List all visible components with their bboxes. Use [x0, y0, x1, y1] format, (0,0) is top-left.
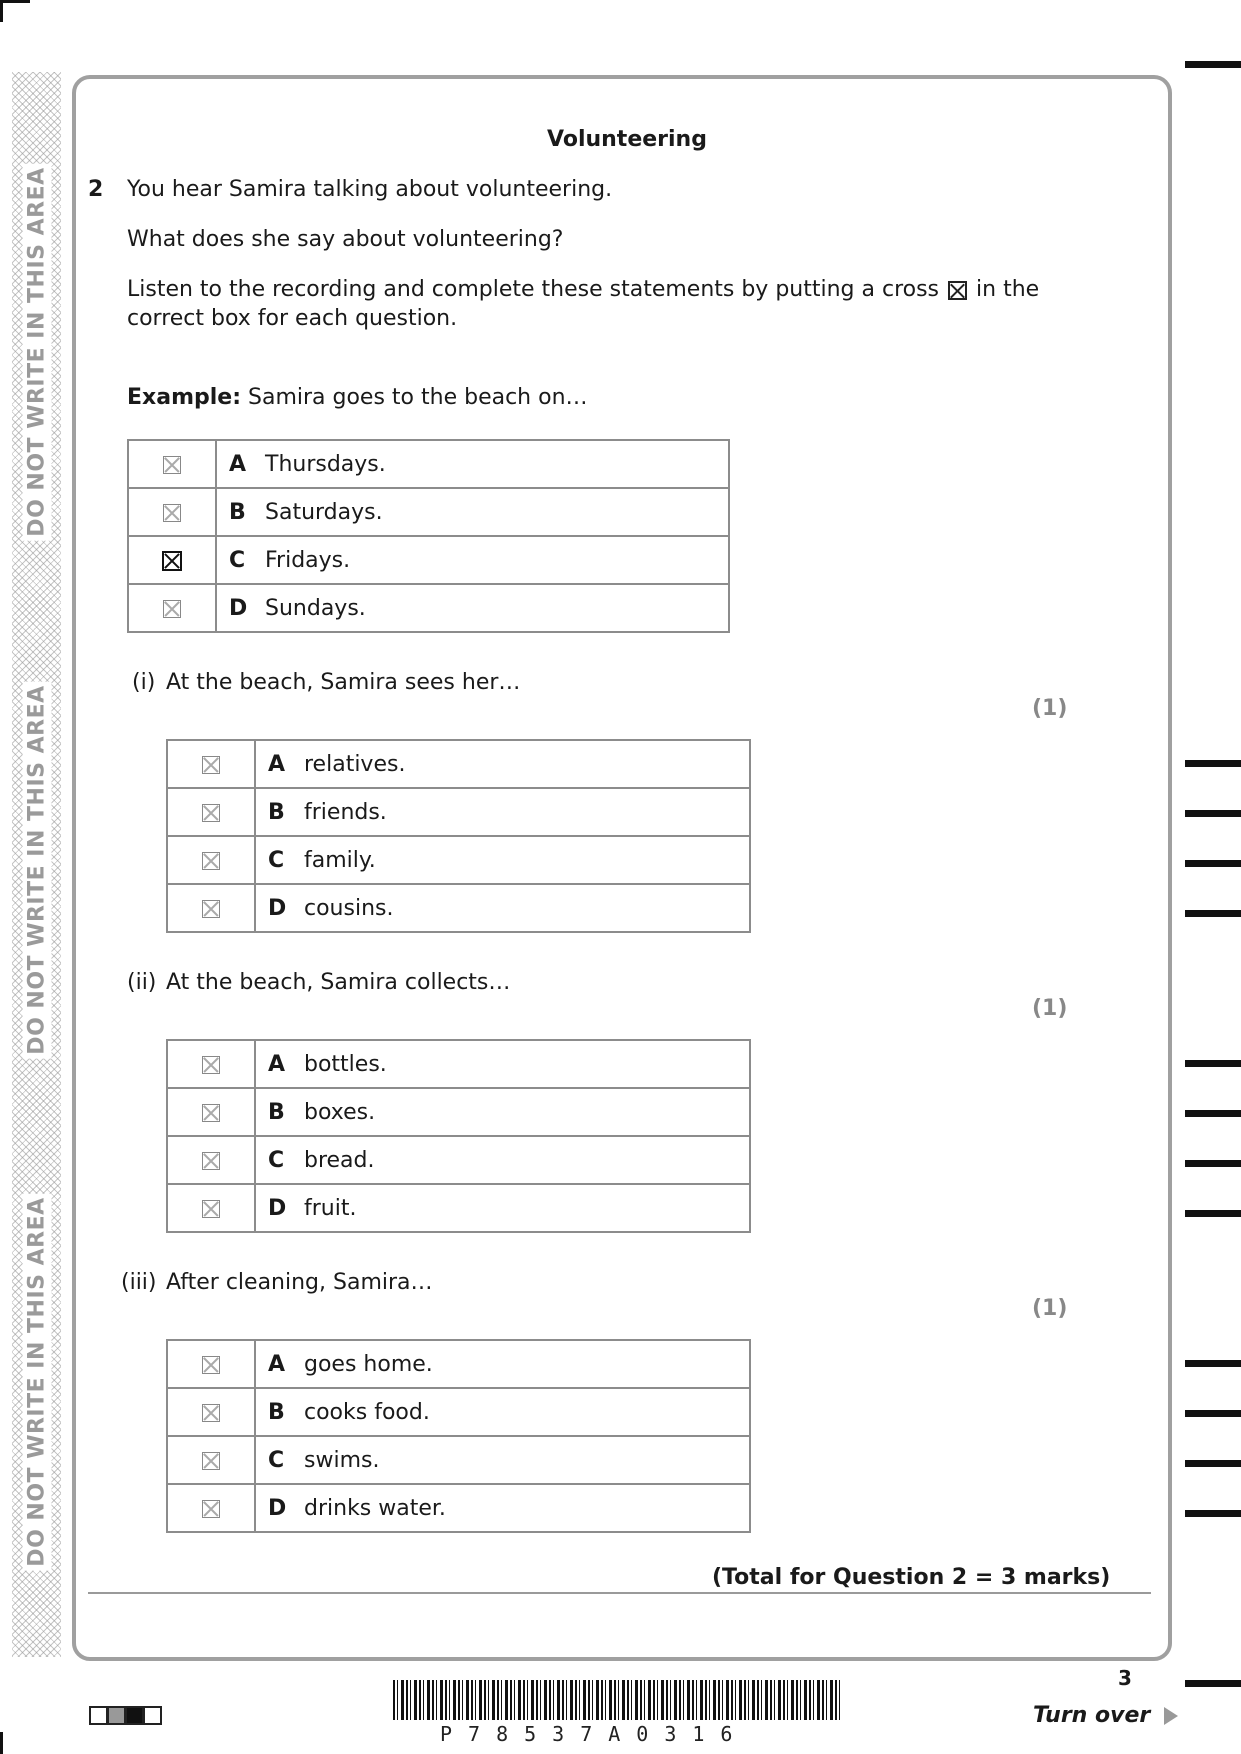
edge-tick [1185, 61, 1241, 68]
option-row [167, 1340, 750, 1388]
option-letter: B [268, 1399, 285, 1425]
option-text: relatives. [304, 751, 406, 777]
subquestion-text: At the beach, Samira collects… [166, 970, 511, 995]
checkbox-icon [202, 1500, 220, 1518]
subquestion-options-table [166, 1339, 751, 1533]
checkbox-icon [202, 1200, 220, 1218]
instruction-line-1 [127, 277, 1039, 303]
checkbox-icon [202, 804, 220, 822]
option-text-cell [255, 740, 750, 788]
option-letter: C [268, 847, 285, 873]
divider [88, 1592, 1151, 1594]
checkbox-icon [202, 1056, 220, 1074]
example-line [127, 385, 588, 411]
option-row [167, 1040, 750, 1088]
instruction-text-1: Listen to the recording and complete these statements by putting a cross [127, 277, 940, 302]
option-checkbox[interactable] [167, 1136, 255, 1184]
option-checkbox[interactable] [167, 1184, 255, 1232]
option-checkbox-cell [128, 488, 216, 536]
option-text: swims. [304, 1447, 380, 1473]
example-options-table [127, 439, 730, 633]
option-checkbox-cell [128, 440, 216, 488]
question-number: 2 [88, 177, 104, 202]
edge-tick [1185, 810, 1241, 817]
option-checkbox[interactable] [167, 836, 255, 884]
option-letter: D [268, 1495, 287, 1521]
checkbox-icon [202, 756, 220, 774]
edge-tick [1185, 1510, 1241, 1517]
option-letter: D [229, 595, 248, 621]
edge-tick [1185, 1680, 1241, 1687]
option-text: Thursdays. [265, 451, 386, 477]
option-checkbox-cell [128, 584, 216, 632]
edge-tick [1185, 1210, 1241, 1217]
option-letter: A [268, 1051, 286, 1077]
option-letter: A [268, 751, 286, 777]
subquestion-marks: (1) [1032, 996, 1068, 1021]
checkbox-icon [202, 900, 220, 918]
option-checkbox-cell [128, 536, 216, 584]
option-text-cell [216, 584, 729, 632]
option-row [167, 1136, 750, 1184]
checkbox-icon [163, 504, 181, 522]
option-letter: C [268, 1147, 285, 1173]
option-text: Sundays. [265, 595, 366, 621]
subquestion-number: (iii) [121, 1270, 157, 1295]
option-text: bread. [304, 1147, 375, 1173]
question-total: (Total for Question 2 = 3 marks) [712, 1565, 1111, 1590]
option-letter: C [229, 547, 246, 573]
subquestion-text: After cleaning, Samira… [166, 1270, 433, 1295]
option-text-cell [255, 788, 750, 836]
edge-tick [1185, 1460, 1241, 1467]
option-text-cell [216, 488, 729, 536]
margin-warning: DO NOT WRITE IN THIS AREA [23, 163, 52, 540]
turn-over [1033, 1703, 1178, 1729]
checkbox-icon [202, 1404, 220, 1422]
footer-square [89, 1706, 108, 1725]
option-checkbox[interactable] [167, 1088, 255, 1136]
option-letter: D [268, 1195, 287, 1221]
option-text: Saturdays. [265, 499, 383, 525]
option-row [128, 488, 729, 536]
subquestion-marks: (1) [1032, 696, 1068, 721]
option-text-cell [255, 1136, 750, 1184]
option-checkbox[interactable] [167, 1388, 255, 1436]
option-text-cell [216, 536, 729, 584]
option-text-cell [216, 440, 729, 488]
edge-tick [1185, 1410, 1241, 1417]
barcode-number: P78537A0316 [440, 1722, 749, 1746]
option-text-cell [255, 1484, 750, 1532]
barcode [393, 1680, 843, 1720]
option-checkbox[interactable] [167, 740, 255, 788]
option-text: cousins. [304, 895, 394, 921]
margin-warning: DO NOT WRITE IN THIS AREA [23, 681, 52, 1058]
checkbox-icon [202, 1152, 220, 1170]
option-letter: D [268, 895, 287, 921]
edge-tick [1185, 860, 1241, 867]
footer-square [107, 1706, 126, 1725]
option-row [128, 536, 729, 584]
instruction-text-2: in the [976, 277, 1040, 302]
edge-tick [1185, 1060, 1241, 1067]
option-row [128, 584, 729, 632]
option-row [167, 1436, 750, 1484]
option-text: goes home. [304, 1351, 433, 1377]
option-row [167, 1088, 750, 1136]
option-text: Fridays. [265, 547, 351, 573]
margin-warning: DO NOT WRITE IN THIS AREA [23, 1193, 52, 1570]
checkbox-icon [163, 456, 181, 474]
option-checkbox[interactable] [167, 1436, 255, 1484]
option-text: fruit. [304, 1195, 357, 1221]
option-letter: B [229, 499, 246, 525]
option-letter: C [268, 1447, 285, 1473]
option-text-cell [255, 1436, 750, 1484]
example-label: Example: [127, 385, 241, 410]
option-text: bottles. [304, 1051, 387, 1077]
subquestion-options-table [166, 1039, 751, 1233]
option-text: boxes. [304, 1099, 376, 1125]
edge-tick [1185, 1110, 1241, 1117]
question-stem: You hear Samira talking about volunteering. [127, 177, 613, 202]
option-row [167, 1184, 750, 1232]
option-text-cell [255, 1088, 750, 1136]
subquestion-marks: (1) [1032, 1296, 1068, 1321]
option-letter: B [268, 1099, 285, 1125]
subquestion-number: (i) [132, 670, 156, 695]
option-text-cell [255, 1388, 750, 1436]
option-text-cell [255, 1184, 750, 1232]
option-checkbox[interactable] [167, 1484, 255, 1532]
instruction-line-2: correct box for each question. [127, 306, 458, 331]
subquestion-number: (ii) [127, 970, 157, 995]
option-text: drinks water. [304, 1495, 446, 1521]
crop-mark [0, 0, 3, 22]
edge-tick [1185, 1160, 1241, 1167]
example-text: Samira goes to the beach on… [248, 385, 588, 410]
section-title: Volunteering [547, 127, 707, 152]
subquestion-text: At the beach, Samira sees her… [166, 670, 521, 695]
option-row [167, 884, 750, 932]
option-letter: A [268, 1351, 286, 1377]
option-row [167, 836, 750, 884]
question-prompt: What does she say about volunteering? [127, 227, 564, 252]
arrow-right-icon [1164, 1707, 1178, 1725]
checkbox-icon [202, 1356, 220, 1374]
option-checkbox[interactable] [167, 788, 255, 836]
option-text-cell [255, 884, 750, 932]
option-text: family. [304, 847, 376, 873]
option-text-cell [255, 1340, 750, 1388]
option-letter: B [268, 799, 285, 825]
option-row [167, 1484, 750, 1532]
option-row [167, 740, 750, 788]
footer-square [143, 1706, 162, 1725]
footer-square [125, 1706, 144, 1725]
edge-tick [1185, 760, 1241, 767]
checked-checkbox-icon [162, 551, 182, 571]
turn-over-text: Turn over [1033, 1703, 1151, 1728]
option-checkbox[interactable] [167, 1340, 255, 1388]
edge-tick [1185, 1360, 1241, 1367]
option-row [167, 788, 750, 836]
crop-mark [0, 0, 30, 3]
option-checkbox[interactable] [167, 884, 255, 932]
page-number: 3 [1118, 1666, 1132, 1690]
checkbox-icon [202, 1104, 220, 1122]
checkbox-icon [202, 1452, 220, 1470]
option-text-cell [255, 836, 750, 884]
crop-mark [0, 1732, 3, 1754]
edge-tick [1185, 910, 1241, 917]
option-text-cell [255, 1040, 750, 1088]
option-text: cooks food. [304, 1399, 430, 1425]
option-letter: A [229, 451, 247, 477]
cross-box-icon [948, 281, 967, 300]
option-row [167, 1388, 750, 1436]
checkbox-icon [202, 852, 220, 870]
option-text: friends. [304, 799, 387, 825]
checkbox-icon [163, 600, 181, 618]
option-checkbox[interactable] [167, 1040, 255, 1088]
subquestion-options-table [166, 739, 751, 933]
option-row [128, 440, 729, 488]
